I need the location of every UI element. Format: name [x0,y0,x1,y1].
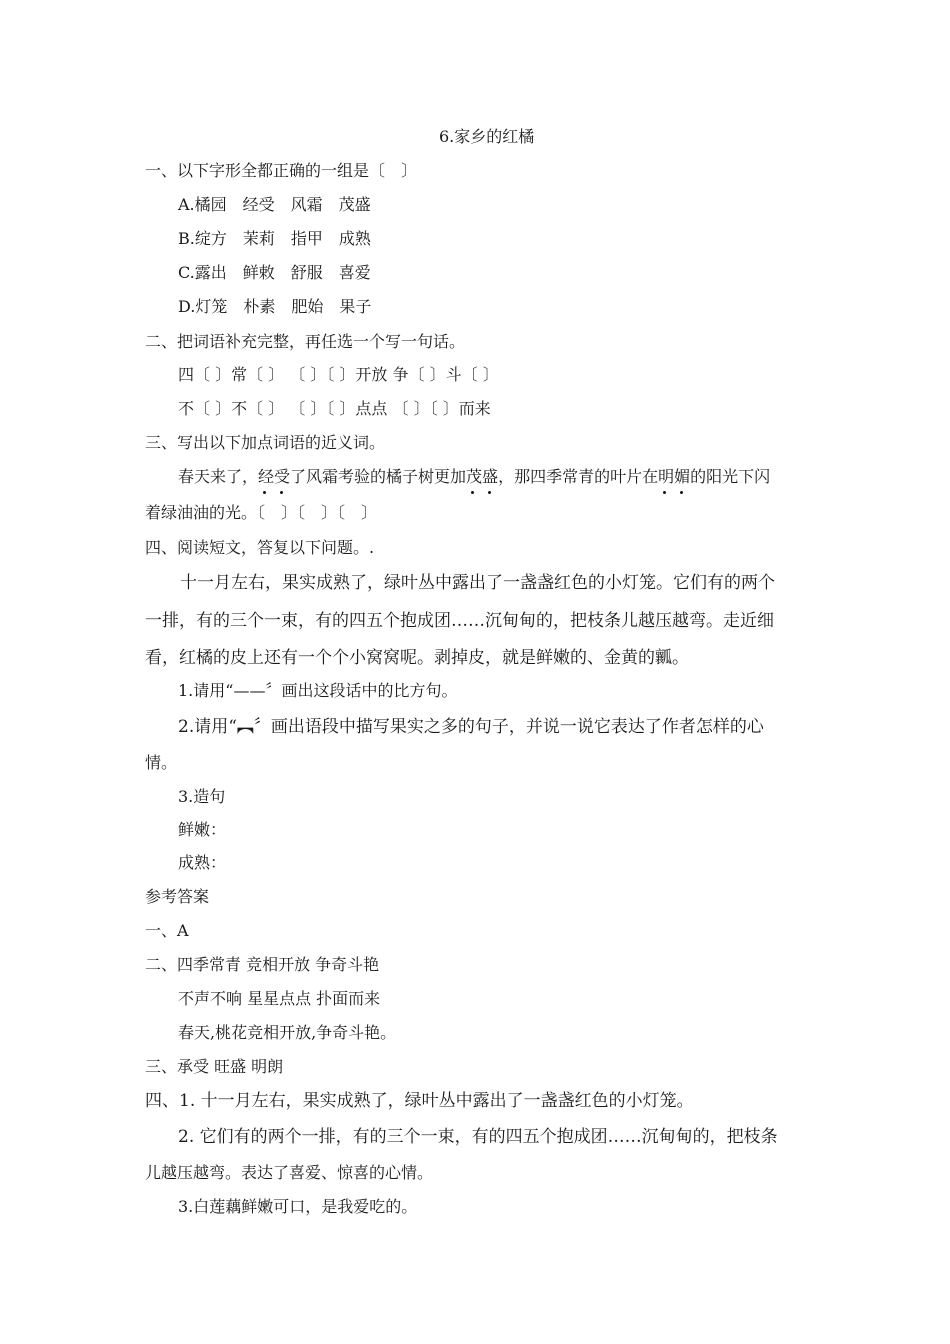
q3-heading: 三、写出以下加点词语的近义词。 [145,433,386,452]
q4-sub-3-ripe: 成熟： [178,853,227,872]
dotted-word-1 [258,466,290,488]
q4-sub-2: 2.请用“︻〞画出语段中描写果实之多的句子，并说一说它表达了作者怎样的心 [178,717,764,737]
emphasis-dot [471,491,474,494]
q2-line-2: 不〔 〕不〔 〕 〔 〕〔 〕点点 〔 〕〔 〕而来 [178,399,491,418]
emphasis-dot [280,491,283,494]
q4-sub-1: 1.请用“——〞画出这段话中的比方句。 [178,681,458,700]
answer-2-line-2: 不声不响 星星点点 扑面而来 [178,989,381,1008]
q3-text-d: 的阳光下闪 [690,467,771,486]
q3-text-c: ，那四季常青的叶片在 [498,467,659,486]
q1-heading: 一、以下字形全都正确的一组是〔 〕 [145,161,418,180]
answer-4-line-4: 3.白莲藕鲜嫩可口，是我爱吃的。 [178,1197,418,1216]
q4-sub-2-cont: 情。 [145,753,178,772]
dotted-word-3 [658,466,690,488]
answer-4-line-2: 2. 它们有的两个一排，有的三个一束，有的四五个抱成团……沉甸甸的，把枝条 [178,1127,778,1147]
emphasis-dot [263,491,266,494]
q4-passage-line-3: 看，红橘的皮上还有一个个小窝窝呢。剥掉皮，就是鲜嫩的、金黄的瓤。 [145,648,689,668]
q2-heading: 二、把词语补充完整，再任选一个写一句话。 [145,332,466,351]
emphasis-dot [488,491,491,494]
q3-passage-line-1 [178,466,770,488]
answer-3: 三、承受 旺盛 明朗 [145,1057,284,1076]
q4-sub-3: 3.造句 [178,787,226,806]
q4-passage-line-1: 十一月左右，果实成熟了，绿叶丛中露出了一盏盏红色的小灯笼。它们有的两个 [180,573,775,593]
answer-2-line-1: 二、四季常青 竞相开放 争奇斗艳 [145,955,380,974]
emphasis-dot [680,491,683,494]
answers-heading: 参考答案 [145,887,210,906]
answer-1: 一、A [145,921,189,940]
q1-option-d: D.灯笼 朴素 肥始 果子 [178,297,372,316]
q1-option-c: C.露出 鲜敕 舒服 喜爱 [178,263,371,282]
q4-heading: 四、阅读短文，答复以下问题。. [145,538,375,557]
page-title: 6.家乡的红橘 [439,127,535,146]
q2-line-1: 四〔 〕常〔 〕 〔 〕〔 〕开放 争〔 〕斗〔 〕 [178,365,499,384]
q3-passage-line-2: 着绿油油的光。〔 〕〔 〕〔 〕 [145,503,378,522]
answer-2-line-3: 春天,桃花竞相开放,争奇斗艳。 [178,1023,397,1042]
q1-option-b: B.绽方 茉莉 指甲 成熟 [178,229,371,248]
q3-text-b: 了风霜考验的橘子树更加 [290,467,467,486]
dotted-word-1-text: 经受 [258,467,291,486]
q4-passage-line-2: 一排，有的三个一束，有的四五个抱成团……沉甸甸的，把枝条儿越压越弯。走近细 [145,611,774,631]
answer-4-line-3: 儿越压越弯。表达了喜爱、惊喜的心情。 [145,1163,434,1182]
q3-text-a: 春天来了， [178,467,259,486]
emphasis-dot [663,491,666,494]
q1-option-a: A.橘园 经受 风霜 茂盛 [178,195,371,214]
dotted-word-2-text: 茂盛 [466,467,499,486]
q4-sub-3-fresh: 鲜嫩： [178,820,227,839]
answer-4-line-1: 四、1. 十一月左右，果实成熟了，绿叶丛中露出了一盏盏红色的小灯笼。 [145,1091,694,1111]
dotted-word-2 [466,466,498,488]
dotted-word-3-text: 明媚 [658,467,691,486]
